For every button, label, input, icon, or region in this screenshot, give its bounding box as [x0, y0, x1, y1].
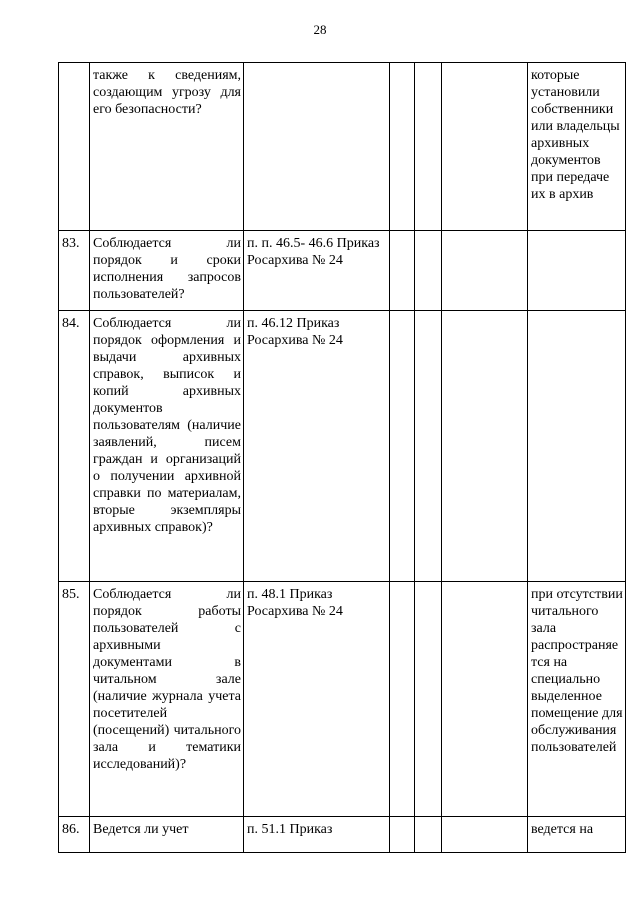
note-cell — [528, 231, 626, 311]
reference-cell: п. 46.12 Приказ Росархива № 24 — [244, 311, 390, 582]
answer-yes-cell — [390, 582, 415, 817]
row-number: 86. — [59, 817, 90, 853]
row-number: 84. — [59, 311, 90, 582]
question-cell: Ведется ли учет — [90, 817, 244, 853]
answer-yes-cell — [390, 231, 415, 311]
answer-no-cell — [415, 311, 442, 582]
question-cell: Соблюдается ли порядок оформления и выдачи архивных справок, выписок и копий архивных документов пользователям (наличие заявлений, писем граждан и организаций о получении архивной справки по материалам, вторые экземпляры архивных справок)? — [90, 311, 244, 582]
answer-no-cell — [415, 63, 442, 231]
row-number — [59, 63, 90, 231]
note-cell: которые установили собственники или владельцы архивных документов при передаче их в архив — [528, 63, 626, 231]
reference-cell: п. 51.1 Приказ — [244, 817, 390, 853]
row-number: 85. — [59, 582, 90, 817]
answer-yes-cell — [390, 311, 415, 582]
answer-na-cell — [442, 817, 528, 853]
answer-na-cell — [442, 582, 528, 817]
table-row — [59, 817, 626, 853]
table-row — [59, 311, 626, 582]
note-cell: ведется на — [528, 817, 626, 853]
answer-no-cell — [415, 231, 442, 311]
checklist-table — [58, 62, 626, 853]
table-row — [59, 231, 626, 311]
reference-cell — [244, 63, 390, 231]
reference-cell: п. 48.1 Приказ Росархива № 24 — [244, 582, 390, 817]
question-cell: Соблюдается ли порядок и сроки исполнения запросов пользователей? — [90, 231, 244, 311]
table-row — [59, 582, 626, 817]
answer-na-cell — [442, 231, 528, 311]
answer-yes-cell — [390, 817, 415, 853]
question-cell: также к сведениям, создающим угрозу для его безопасности? — [90, 63, 244, 231]
answer-no-cell — [415, 582, 442, 817]
page-number: 28 — [313, 22, 327, 37]
note-cell: при отсутствии читального зала распространяется на специально выделенное помещение для обслуживания пользователей — [528, 582, 626, 817]
answer-no-cell — [415, 817, 442, 853]
answer-na-cell — [442, 311, 528, 582]
note-cell — [528, 311, 626, 582]
answer-yes-cell — [390, 63, 415, 231]
reference-cell: п. п. 46.5- 46.6 Приказ Росархива № 24 — [244, 231, 390, 311]
question-cell: Соблюдается ли порядок работы пользователей с архивными документами в читальном зале (наличие журнала учета посетителей (посещений) читального зала и тематики исследований)? — [90, 582, 244, 817]
answer-na-cell — [442, 63, 528, 231]
row-number: 83. — [59, 231, 90, 311]
table-row — [59, 63, 626, 231]
